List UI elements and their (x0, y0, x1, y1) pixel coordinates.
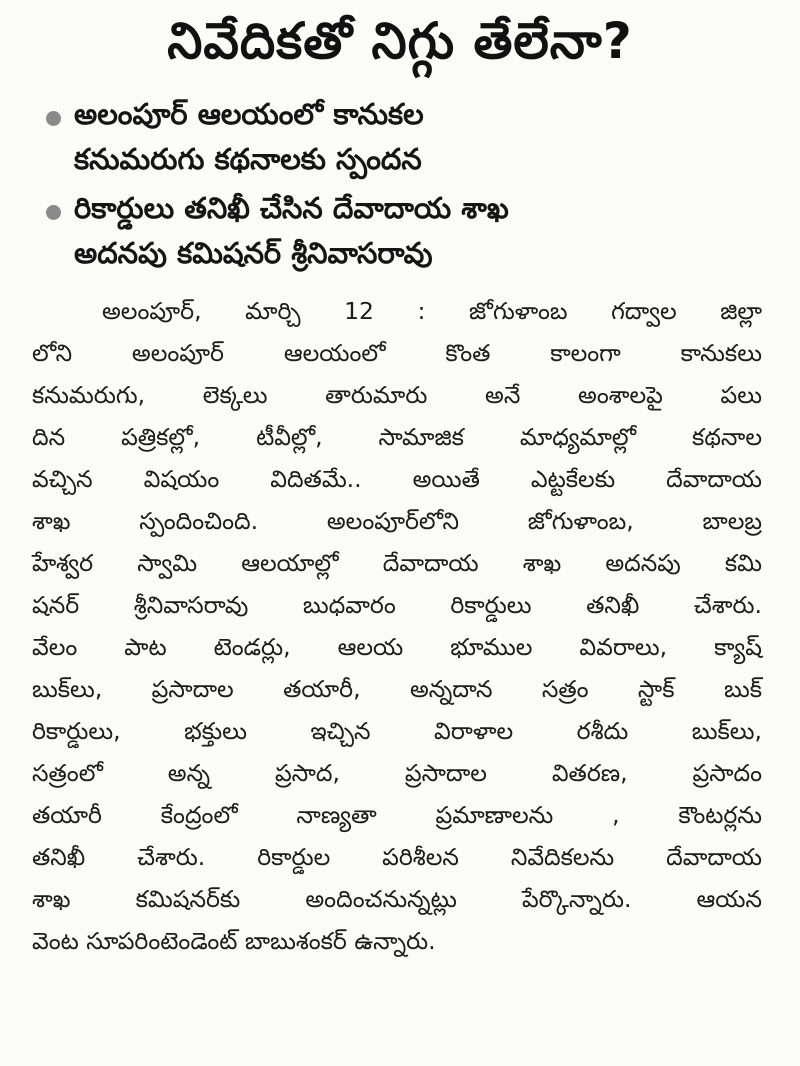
article-headline: నివేదికతో నిగ్గు తేలేనా? (167, 12, 633, 70)
body-line: సత్రంలో అన్న ప్రసాద, ప్రసాదాల వితరణ, ప్రసాదం (32, 759, 762, 787)
highlights-list (38, 92, 778, 280)
highlight-line: అదనపు కమిషనర్ శ్రీనివాసరావు (74, 236, 433, 270)
body-line: వచ్చిన విషయం విదితమే.. అయితే ఎట్టకేలకు దేవాదాయ (32, 465, 762, 493)
body-line: దిన పత్రికల్లో, టీవీల్లో, సామాజిక మాధ్యమాల్లో కథనాల (32, 423, 762, 451)
body-line: షనర్ శ్రీనివాసరావు బుధవారం రికార్డులు తనిఖీ చేశారు. (32, 591, 762, 619)
bullet-dot-icon (46, 111, 61, 126)
article-body (32, 290, 762, 962)
highlight-item (38, 92, 778, 182)
body-line: తయారీ కేంద్రంలో నాణ్యతా ప్రమాణాలను , కౌంటర్లను (32, 801, 762, 829)
body-line: తనిఖీ చేశారు. రికార్డుల పరిశీలన నివేదికలను దేవాదాయ (32, 843, 762, 871)
body-line: లోని అలంపూర్ ఆలయంలో కొంత కాలంగా కానుకలు (32, 339, 762, 367)
body-line: కనుమరుగు, లెక్కలు తారుమారు అనే అంశాలపై పలు (32, 381, 762, 409)
bullet-dot-icon (46, 205, 61, 220)
highlight-line: కనుమరుగు కథనాలకు స్పందన (74, 142, 422, 176)
highlight-line: అలంపూర్ ఆలయంలో కానుకల (74, 97, 424, 131)
highlight-line: రికార్డులు తనిఖీ చేసిన దేవాదాయ శాఖ (74, 191, 509, 225)
body-line: శాఖ స్పందించింది. అలంపూర్‌లోని జోగుళాంబ, బాలబ్ర (32, 507, 762, 535)
body-line: బుక్‌లు, ప్రసాదాల తయారీ, అన్నదాన సత్రం స్టాక్ బుక్ (32, 675, 762, 703)
body-line: శాఖ కమిషనర్‌కు అందించనున్నట్లు పేర్కొన్నారు. ఆయన (32, 885, 762, 913)
highlight-item (38, 186, 778, 276)
body-line: రికార్డులు, భక్తులు ఇచ్చిన విరాళాల రశీదు బుక్‌లు, (32, 717, 762, 745)
body-line-dateline: అలంపూర్, మార్చి 12 : జోగుళాంబ గద్వాల జిల్లా (102, 297, 762, 325)
body-line: వేలం పాట టెండర్లు, ఆలయ భూముల వివరాలు, క్యాష్ (32, 633, 762, 661)
body-line: హేశ్వర స్వామి ఆలయాల్లో దేవాదాయ శాఖ అదనపు కమి (32, 549, 762, 577)
body-line: వెంట సూపరింటెండెంట్ బాబుశంకర్ ఉన్నారు. (32, 927, 436, 955)
